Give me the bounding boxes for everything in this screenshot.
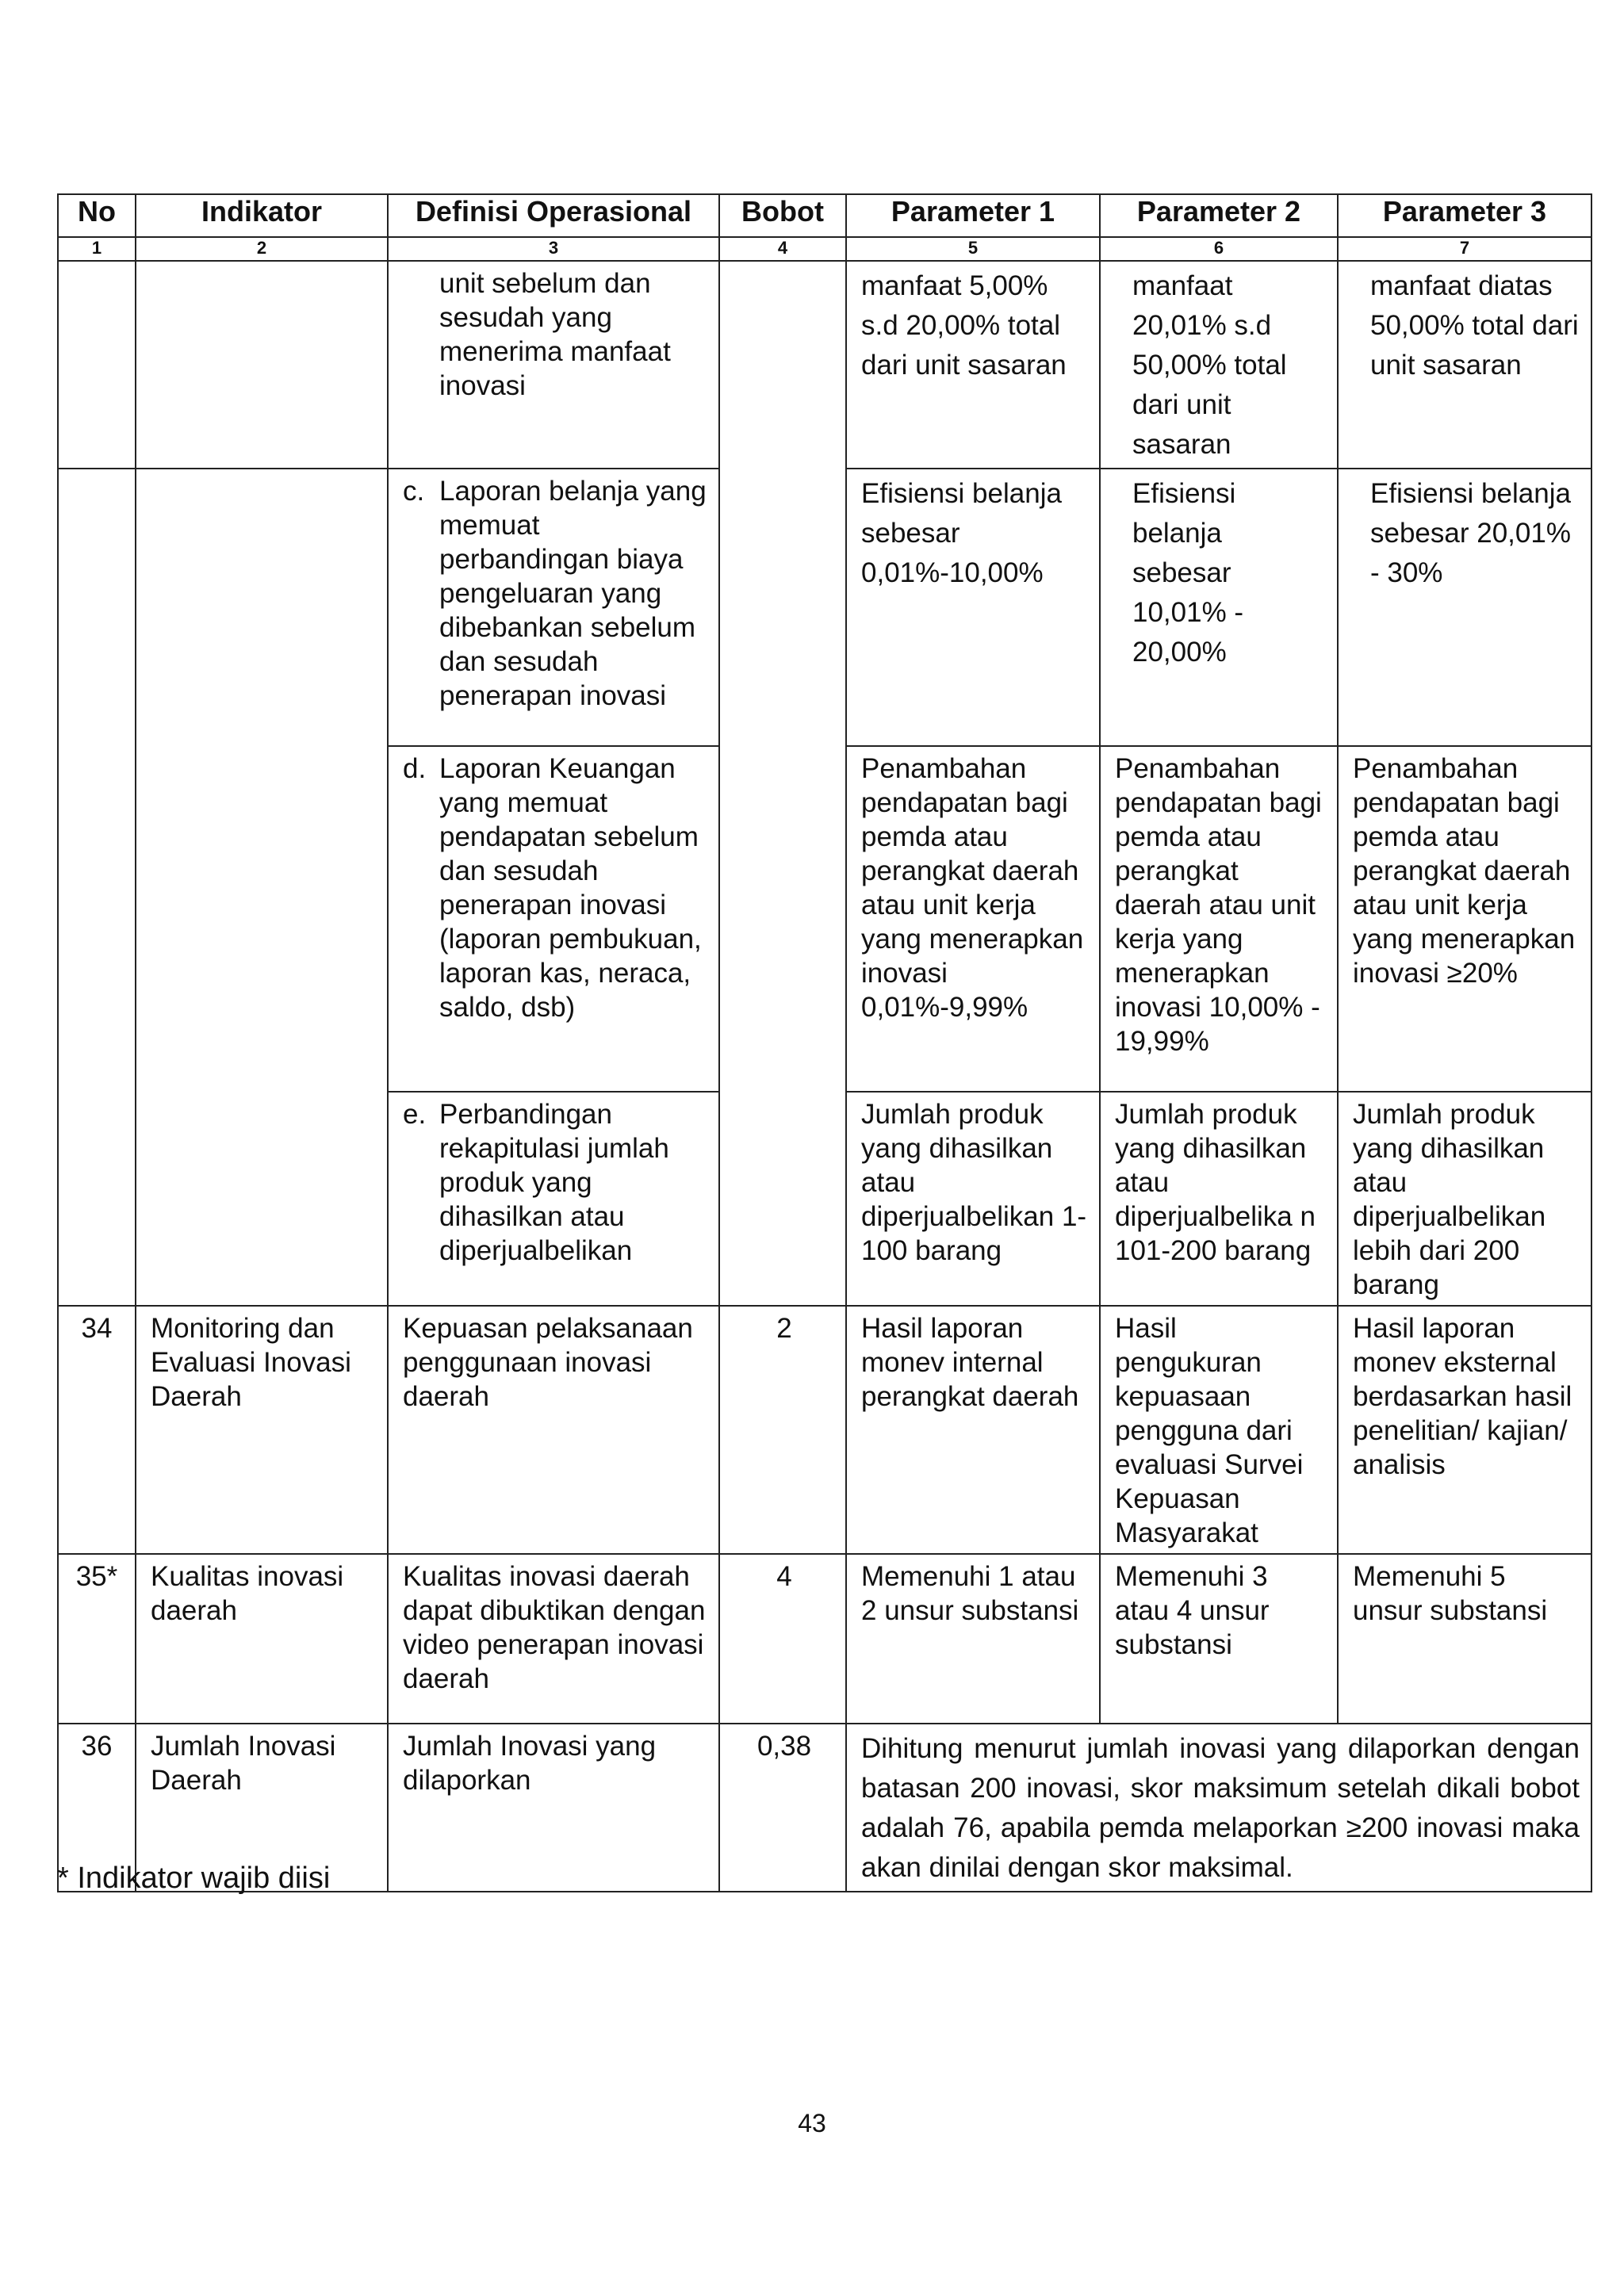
indicator-text: Monitoring dan Evaluasi Inovasi Daerah [151,1313,351,1412]
param3-cell [1338,1306,1591,1554]
definition-text: Kepuasan pelaksanaan penggunaan inovasi daerah [403,1313,693,1412]
header-bobot: Bobot [719,194,846,237]
weight-value: 4 [776,1561,792,1592]
weight-value: 0,38 [756,1731,812,1762]
definition-cell [388,746,719,1092]
no-cell-merged [58,469,136,1306]
weight-cell [719,1724,846,1892]
param2-text: Hasil pengukuran kepuasaan pengguna dari evaluasi Survei Kepuasan Masyarakat [1115,1313,1304,1548]
column-number: 2 [136,237,388,261]
indicator-text: Kualitas inovasi daerah [151,1561,344,1626]
param3-text: manfaat diatas 50,00% total dari unit sasaran [1370,270,1579,381]
header-no: No [58,194,136,237]
param2-cell [1100,746,1338,1092]
param2-text: Jumlah produk yang dihasilkan atau diperjualbelika n 101-200 barang [1115,1099,1316,1266]
column-number: 6 [1100,237,1338,261]
column-number: 4 [719,237,846,261]
list-item [389,747,718,1027]
param1-cell [846,746,1100,1092]
definition-cell [388,261,719,469]
param3-text: Jumlah produk yang dihasilkan atau diperjualbelikan lebih dari 200 barang [1353,1099,1546,1300]
indicator-cell [136,261,388,469]
list-letter: e. [403,1099,427,1130]
indicator-text: Jumlah Inovasi Daerah [151,1731,336,1796]
param3-cell [1338,469,1591,746]
param3-cell [1338,746,1591,1092]
weight-cell-merged [719,261,846,1306]
param2-text: Penambahan pendapatan bagi pemda atau perangkat daerah atau unit kerja yang menerapkan inovasi 10,00% - 19,99% [1115,753,1322,1057]
param1-cell [846,1306,1100,1554]
column-number: 1 [58,237,136,261]
table-row [58,1554,1591,1724]
param3-text: Efisiensi belanja sebesar 20,01% - 30% [1370,478,1571,588]
merged-params-cell [846,1724,1591,1892]
definition-text: Kualitas inovasi daerah dapat dibuktikan dengan video penerapan inovasi daerah [403,1561,706,1694]
indicator-cell [136,1306,388,1554]
param2-cell [1100,1092,1338,1306]
param2-cell [1100,1306,1338,1554]
param1-text: manfaat 5,00% s.d 20,00% total dari unit sasaran [861,270,1067,381]
param1-cell [846,469,1100,746]
list-item [389,469,718,716]
param2-text: Memenuhi 3 atau 4 unsur substansi [1115,1561,1270,1660]
param3-text: Hasil laporan monev eksternal berdasarkan hasil penelitian/ kajian/ analisis [1353,1313,1572,1480]
param1-text: Memenuhi 1 atau 2 unsur substansi [861,1561,1079,1626]
param3-text: Memenuhi 5 unsur substansi [1353,1561,1548,1626]
definition-cell [388,469,719,746]
header-indikator: Indikator [136,194,388,237]
definition-cell [388,1724,719,1892]
row-number: 34 [81,1313,113,1344]
definition-cell [388,1306,719,1554]
param3-cell [1338,1554,1591,1724]
definition-cell [388,1554,719,1724]
param3-cell [1338,261,1591,469]
row-number: 36 [81,1731,113,1762]
param1-cell [846,1092,1100,1306]
no-cell [58,1306,136,1554]
param3-text: Penambahan pendapatan bagi pemda atau perangkat daerah atau unit kerja yang menerapkan inovasi ≥20% [1353,753,1576,989]
param3-cell [1338,1092,1591,1306]
indicator-cell [136,1554,388,1724]
indicator-table [57,193,1592,1892]
header-definisi: Definisi Operasional [388,194,719,237]
param1-text: Hasil laporan monev internal perangkat daerah [861,1313,1079,1412]
column-number-row [58,237,1591,261]
table-row [58,1306,1591,1554]
definition-text: Laporan belanja yang memuat perbandingan biaya pengeluaran yang dibebankan sebelum dan sesudah penerapan inovasi [439,476,707,711]
param2-cell [1100,261,1338,469]
footnote: * Indikator wajib diisi [57,1862,331,1895]
definition-text: Perbandingan rekapitulasi jumlah produk yang dihasilkan atau diperjualbelikan [439,1099,669,1266]
header-parameter-2: Parameter 2 [1100,194,1338,237]
merged-params-text: Dihitung menurut jumlah inovasi yang dilaporkan dengan batasan 200 inovasi, skor maksimum setelah dikali bobot adalah 76, apabila pemda melaporkan ≥200 inovasi maka akan dinilai dengan skor maksimal. [861,1733,1580,1883]
param1-text: Jumlah produk yang dihasilkan atau diperjualbelikan 1-100 barang [861,1099,1087,1266]
param1-cell [846,1554,1100,1724]
definition-text: unit sebelum dan sesudah yang menerima manfaat inovasi [439,268,671,401]
definition-text: Jumlah Inovasi yang dilaporkan [403,1731,657,1796]
param2-text: manfaat 20,01% s.d 50,00% total dari unit sasaran [1132,270,1287,460]
indicator-cell-merged [136,469,388,1306]
page-number: 43 [798,2109,826,2137]
column-number: 3 [388,237,719,261]
table-header-row [58,194,1591,237]
column-number: 7 [1338,237,1591,261]
list-item [389,1093,718,1271]
param1-text: Efisiensi belanja sebesar 0,01%-10,00% [861,478,1062,588]
table-row [58,261,1591,469]
list-letter: c. [403,476,425,507]
param2-cell [1100,469,1338,746]
row-number: 35* [75,1561,118,1592]
param2-cell [1100,1554,1338,1724]
param1-text: Penambahan pendapatan bagi pemda atau perangkat daerah atau unit kerja yang menerapkan inovasi 0,01%-9,99% [861,753,1084,1023]
list-letter: d. [403,753,427,784]
column-number: 5 [846,237,1100,261]
header-parameter-3: Parameter 3 [1338,194,1591,237]
weight-cell [719,1306,846,1554]
weight-cell [719,1554,846,1724]
no-cell [58,1554,136,1724]
header-parameter-1: Parameter 1 [846,194,1100,237]
param1-cell [846,261,1100,469]
weight-value: 2 [776,1313,792,1344]
no-cell [58,261,136,469]
param2-text: Efisiensi belanja sebesar 10,01% - 20,00% [1132,478,1244,668]
definition-cell [388,1092,719,1306]
definition-text: Laporan Keuangan yang memuat pendapatan sebelum dan sesudah penerapan inovasi (laporan pembukuan, laporan kas, neraca, saldo, dsb) [439,753,702,1023]
